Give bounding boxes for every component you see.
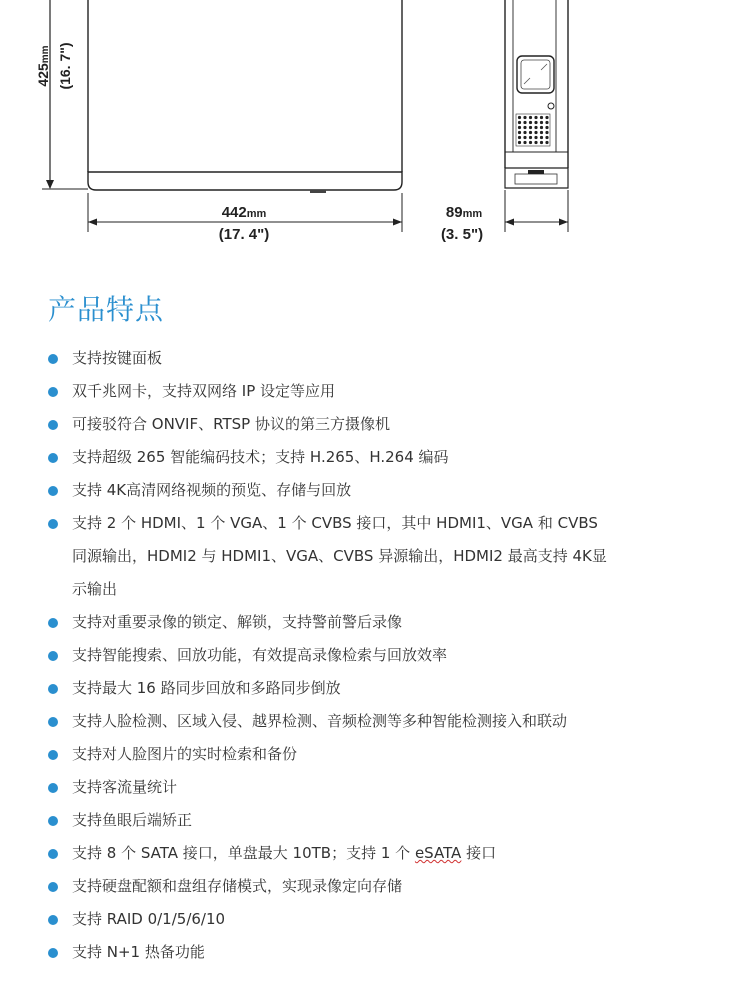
depth-mm-value: 89 (445, 204, 463, 221)
svg-text:425mm (35, 45, 51, 86)
bullet-icon (48, 486, 58, 496)
bullet-icon (48, 387, 58, 397)
side-foot-clip (528, 170, 544, 174)
vent-hole (529, 126, 532, 129)
vent-hole (540, 116, 543, 119)
width-inch-value: (17. 4") (218, 226, 270, 243)
feature-item (48, 705, 608, 738)
vent-hole (529, 131, 532, 134)
feature-text: 支持 4K高清网络视频的预览、存储与回放 (72, 481, 352, 499)
width-arrow-left (88, 219, 97, 226)
feature-item (48, 870, 608, 903)
width-arrow-right (393, 219, 402, 226)
width-mm-unit: mm (246, 208, 267, 220)
bullet-icon (48, 651, 58, 661)
vent-hole (534, 131, 537, 134)
vent-hole (534, 116, 537, 119)
vent-hole (523, 141, 526, 144)
depth-inch-value: (3. 5") (440, 226, 484, 243)
vent-hole (545, 141, 548, 144)
vent-hole (534, 121, 537, 124)
feature-text: 支持最大 16 路同步回放和多路同步倒放 (72, 679, 341, 697)
vent-hole (523, 116, 526, 119)
vent-hole (523, 121, 526, 124)
vent-hole (518, 131, 521, 134)
feature-item (48, 474, 608, 507)
feature-text: 支持鱼眼后端矫正 (72, 811, 193, 829)
feature-item (48, 738, 608, 771)
depth-mm-unit: mm (462, 208, 483, 220)
vent-hole (518, 116, 521, 119)
feature-item (48, 408, 608, 441)
vent-hole (523, 126, 526, 129)
depth-arrow-right (559, 219, 568, 226)
feature-item (48, 375, 608, 408)
feature-item (48, 606, 608, 639)
front-panel-base (88, 172, 402, 190)
bullet-icon (48, 354, 58, 364)
vent-hole (518, 136, 521, 139)
vent-hole (529, 141, 532, 144)
svg-text:89mm (446, 204, 482, 221)
side-vent-grille (516, 114, 550, 146)
feature-item (48, 837, 608, 870)
vent-hole (545, 131, 548, 134)
feature-item (48, 804, 608, 837)
bullet-icon (48, 717, 58, 727)
feature-text: 支持对人脸图片的实时检索和备份 (72, 745, 298, 763)
side-foot-inner (515, 174, 557, 184)
height-mm-value: 425 (35, 63, 51, 87)
feature-item (48, 342, 608, 375)
section-title: 产品特点 (48, 293, 165, 326)
feature-item (48, 903, 608, 936)
bullet-icon (48, 882, 58, 892)
vent-hole (540, 136, 543, 139)
bullet-icon (48, 519, 58, 529)
bullet-icon (48, 915, 58, 925)
bullet-icon (48, 750, 58, 760)
vent-hole (523, 136, 526, 139)
feature-item (48, 507, 608, 606)
vent-hole (518, 141, 521, 144)
bullet-icon (48, 420, 58, 430)
svg-text:442mm (222, 204, 267, 221)
feature-text: 支持客流量统计 (72, 778, 178, 796)
vent-hole (529, 121, 532, 124)
feature-text: 双千兆网卡，支持双网络 IP 设定等应用 (72, 382, 336, 400)
feature-item (48, 639, 608, 672)
vent-hole (545, 136, 548, 139)
vent-hole (545, 121, 548, 124)
width-mm-value: 442 (221, 204, 247, 221)
height-mm-unit: mm (40, 45, 51, 64)
bullet-icon (48, 849, 58, 859)
vent-hole (529, 116, 532, 119)
vent-hole (523, 131, 526, 134)
vent-hole (534, 136, 537, 139)
feature-text: 支持 2 个 HDMI、1 个 VGA、1 个 CVBS 接口，其中 HDMI1、VGA 和 CVBS 同源输出，HDMI2 与 HDMI1、VGA、CVBS 异源输出，HDMI2 最高支持 4K显示输出 (72, 514, 607, 598)
feature-item (48, 441, 608, 474)
feature-list (48, 342, 608, 969)
feature-item (48, 771, 608, 804)
vent-hole (518, 126, 521, 129)
side-ground-screw (548, 103, 554, 109)
vent-hole (534, 141, 537, 144)
device-dimension-svg (0, 0, 750, 255)
spellcheck-underline: eSATA (414, 844, 462, 862)
vent-hole (540, 141, 543, 144)
feature-text: 支持硬盘配额和盘组存储模式，实现录像定向存储 (72, 877, 403, 895)
feature-text: 支持对重要录像的锁定、解锁，支持警前警后录像 (72, 613, 403, 631)
feature-text: 支持 8 个 SATA 接口，单盘最大 10TB；支持 1 个 eSATA 接口 (72, 844, 497, 862)
bullet-icon (48, 453, 58, 463)
feature-item (48, 672, 608, 705)
vent-hole (529, 136, 532, 139)
depth-arrow-left (505, 219, 514, 226)
vent-hole (540, 121, 543, 124)
bullet-icon (48, 684, 58, 694)
feature-text: 可接驳符合 ONVIF、RTSP 协议的第三方摄像机 (72, 415, 390, 433)
feature-text: 支持 RAID 0/1/5/6/10 (72, 910, 226, 928)
feature-text: 支持 N+1 热备功能 (72, 943, 205, 961)
height-inch-value: (16. 7") (57, 42, 73, 90)
front-foot (310, 190, 326, 193)
feature-item (48, 936, 608, 969)
bullet-icon (48, 816, 58, 826)
bullet-icon (48, 618, 58, 628)
vent-hole (518, 121, 521, 124)
feature-text: 支持智能搜索、回放功能，有效提高录像检索与回放效率 (72, 646, 448, 664)
dimension-drawing (0, 0, 750, 255)
vent-hole (540, 131, 543, 134)
bullet-icon (48, 948, 58, 958)
vent-hole (545, 126, 548, 129)
bullet-icon (48, 783, 58, 793)
vent-hole (534, 126, 537, 129)
feature-text: 支持按键面板 (72, 349, 163, 367)
vent-frame (516, 114, 550, 146)
feature-text: 支持人脸检测、区域入侵、越界检测、音频检测等多种智能检测接入和联动 (72, 712, 568, 730)
height-dim-arrow (46, 180, 54, 189)
feature-text: 支持超级 265 智能编码技术；支持 H.265、H.264 编码 (72, 448, 449, 466)
side-power-socket-inner (521, 60, 550, 89)
vent-hole (545, 116, 548, 119)
vent-hole (540, 126, 543, 129)
